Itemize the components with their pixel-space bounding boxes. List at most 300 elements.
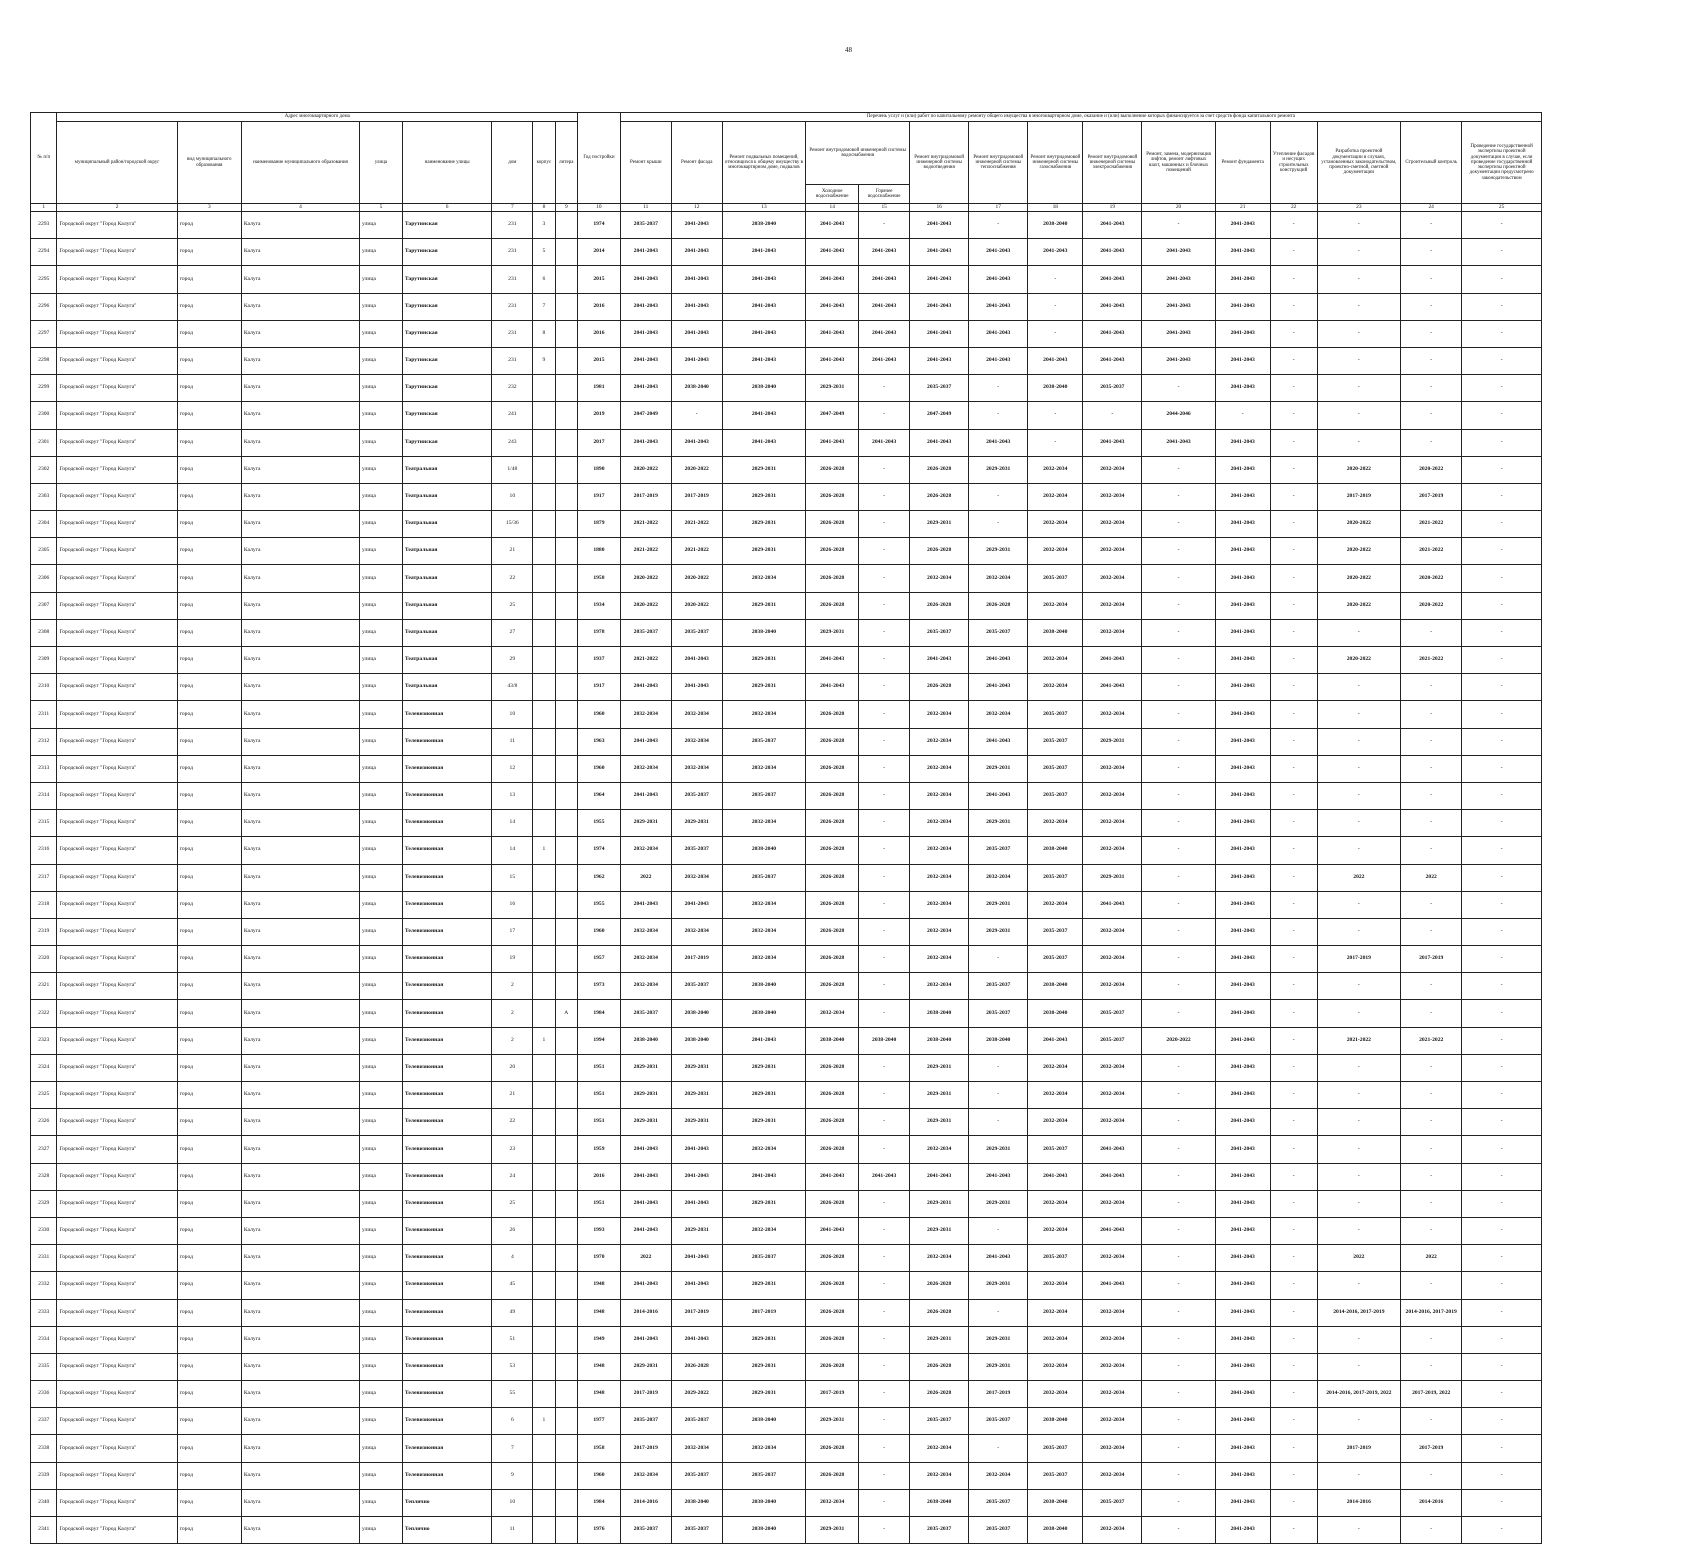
table-row [31, 592, 1542, 619]
hot-water-cell: - [859, 1435, 910, 1462]
korpus-cell [533, 891, 555, 918]
street-name-cell: Телевизионная [402, 1027, 492, 1054]
design-cell: - [1317, 1326, 1401, 1353]
expertise-cell: - [1462, 946, 1542, 973]
hot-water-cell: 2041-2043 [859, 266, 910, 293]
mun-type-cell: город [177, 1190, 241, 1217]
mun-name-cell: Калуга [241, 429, 359, 456]
hot-water-cell: - [859, 1489, 910, 1516]
street-name-cell: Театральная [402, 565, 492, 592]
street-name-cell: Телевизионная [402, 1299, 492, 1326]
control-cell: - [1401, 782, 1462, 809]
basement-cell: 2038-2040 [722, 1489, 806, 1516]
gas-cell: 2035-2037 [1028, 1435, 1083, 1462]
street-name-cell: Тарутинская [402, 347, 492, 374]
elevator-cell: - [1142, 946, 1215, 973]
electric-cell: 2032-2034 [1083, 592, 1142, 619]
column-number: 25 [1462, 204, 1542, 212]
elevator-cell: - [1142, 456, 1215, 483]
electric-cell: 2032-2034 [1083, 619, 1142, 646]
basement-cell: 2041-2043 [722, 266, 806, 293]
row-number-cell: 2300 [31, 402, 57, 429]
mun-type-cell: город [177, 782, 241, 809]
insulation-cell: - [1270, 592, 1317, 619]
street-name-cell: Телевизионная [402, 1408, 492, 1435]
year-built-cell: 1951 [578, 1054, 621, 1081]
gas-cell: 2038-2040 [1028, 1517, 1083, 1544]
table-row [31, 674, 1542, 701]
row-number-cell: 2333 [31, 1299, 57, 1326]
column-number: 2 [57, 204, 177, 212]
year-built-cell: 1951 [578, 1190, 621, 1217]
control-cell: - [1401, 1190, 1462, 1217]
gas-cell: 2035-2037 [1028, 701, 1083, 728]
year-built-cell: 2014 [578, 239, 621, 266]
litera-cell [555, 347, 577, 374]
mun-type-cell: город [177, 674, 241, 701]
control-cell: - [1401, 293, 1462, 320]
hot-water-cell: - [859, 592, 910, 619]
electric-cell: 2041-2043 [1083, 1163, 1142, 1190]
mun-type-cell: город [177, 1027, 241, 1054]
table-row [31, 946, 1542, 973]
street-name-cell: Телевизионная [402, 973, 492, 1000]
basement-cell: 2035-2037 [722, 728, 806, 755]
table-row [31, 918, 1542, 945]
row-number-cell: 2308 [31, 619, 57, 646]
cold-water-cell: 2041-2043 [806, 647, 859, 674]
electric-cell: 2032-2034 [1083, 1054, 1142, 1081]
table-row [31, 1163, 1542, 1190]
district-cell: Городской округ "Город Калуга" [57, 212, 177, 239]
mun-name-cell: Калуга [241, 1299, 359, 1326]
roof-cell: 2041-2043 [620, 239, 671, 266]
insulation-cell: - [1270, 511, 1317, 538]
foundation-cell: 2041-2043 [1215, 293, 1270, 320]
column-number: 15 [859, 204, 910, 212]
facade-cell: 2041-2043 [671, 1163, 722, 1190]
hot-water-cell: - [859, 837, 910, 864]
street-type-cell: улица [360, 1136, 403, 1163]
mun-name-cell: Калуга [241, 1381, 359, 1408]
mun-name-cell: Калуга [241, 538, 359, 565]
roof-cell: 2041-2043 [620, 429, 671, 456]
gas-cell: 2032-2034 [1028, 1299, 1083, 1326]
table-row [31, 402, 1542, 429]
litera-cell [555, 1245, 577, 1272]
elevator-cell: - [1142, 565, 1215, 592]
heat-cell: - [969, 511, 1028, 538]
roof-cell: 2035-2037 [620, 1408, 671, 1435]
insulation-cell: - [1270, 1326, 1317, 1353]
design-cell: - [1317, 293, 1401, 320]
year-built-cell: 1955 [578, 891, 621, 918]
control-cell: 2022 [1401, 864, 1462, 891]
basement-cell: 2035-2037 [722, 864, 806, 891]
design-cell: 2021-2022 [1317, 1027, 1401, 1054]
litera-cell [555, 320, 577, 347]
cold-water-cell: 2041-2043 [806, 674, 859, 701]
heat-cell: - [969, 1109, 1028, 1136]
column-number: 9 [555, 204, 577, 212]
house-cell: 231 [492, 212, 533, 239]
table-row [31, 1082, 1542, 1109]
street-type-cell: улица [360, 375, 403, 402]
facade-cell: 2017-2019 [671, 483, 722, 510]
house-cell: 23 [492, 1136, 533, 1163]
foundation-cell: 2041-2043 [1215, 239, 1270, 266]
basement-cell: 2035-2037 [722, 1462, 806, 1489]
column-number: 8 [533, 204, 555, 212]
sewer-cell: 2029-2031 [910, 511, 969, 538]
table-body [31, 212, 1542, 1544]
design-cell: 2014-2016, 2017-2019, 2022 [1317, 1381, 1401, 1408]
row-number-cell: 2307 [31, 592, 57, 619]
insulation-cell: - [1270, 728, 1317, 755]
street-name-cell: Театральная [402, 592, 492, 619]
header-hot-water: Горячее водоснабжение [859, 185, 910, 204]
mun-type-cell: город [177, 347, 241, 374]
design-cell: 2017-2019 [1317, 946, 1401, 973]
mun-name-cell: Калуга [241, 1326, 359, 1353]
table-row [31, 1353, 1542, 1380]
roof-cell: 2035-2037 [620, 1517, 671, 1544]
house-cell: 53 [492, 1353, 533, 1380]
mun-name-cell: Калуга [241, 320, 359, 347]
street-type-cell: улица [360, 891, 403, 918]
roof-cell: 2041-2043 [620, 266, 671, 293]
header-korpus: корпус [533, 122, 555, 204]
house-cell: 7 [492, 1435, 533, 1462]
hot-water-cell: 2041-2043 [859, 347, 910, 374]
elevator-cell: - [1142, 1109, 1215, 1136]
header-litera: литера [555, 122, 577, 204]
facade-cell: 2020-2022 [671, 565, 722, 592]
mun-name-cell: Калуга [241, 918, 359, 945]
korpus-cell [533, 511, 555, 538]
facade-cell: 2041-2043 [671, 429, 722, 456]
basement-cell: 2041-2043 [722, 347, 806, 374]
heat-cell: - [969, 1054, 1028, 1081]
electric-cell: 2041-2043 [1083, 212, 1142, 239]
heat-cell: 2026-2028 [969, 592, 1028, 619]
hot-water-cell: 2041-2043 [859, 239, 910, 266]
table-row [31, 619, 1542, 646]
sewer-cell: 2041-2043 [910, 347, 969, 374]
gas-cell: 2032-2034 [1028, 511, 1083, 538]
year-built-cell: 1957 [578, 946, 621, 973]
row-number-cell: 2340 [31, 1489, 57, 1516]
street-type-cell: улица [360, 1326, 403, 1353]
district-cell: Городской округ "Город Калуга" [57, 483, 177, 510]
row-number-cell: 2314 [31, 782, 57, 809]
table-row [31, 483, 1542, 510]
control-cell: - [1401, 674, 1462, 701]
facade-cell: 2041-2043 [671, 647, 722, 674]
street-type-cell: улица [360, 1217, 403, 1244]
facade-cell: 2041-2043 [671, 1190, 722, 1217]
insulation-cell: - [1270, 1299, 1317, 1326]
foundation-cell: 2041-2043 [1215, 782, 1270, 809]
control-cell: 2017-2019, 2022 [1401, 1381, 1462, 1408]
facade-cell: 2029-2031 [671, 1109, 722, 1136]
street-name-cell: Телевизионная [402, 918, 492, 945]
house-cell: 21 [492, 538, 533, 565]
district-cell: Городской округ "Город Калуга" [57, 1190, 177, 1217]
design-cell: - [1317, 1190, 1401, 1217]
district-cell: Городской округ "Город Калуга" [57, 592, 177, 619]
gas-cell: 2032-2034 [1028, 483, 1083, 510]
korpus-cell [533, 592, 555, 619]
gas-cell: - [1028, 266, 1083, 293]
insulation-cell: - [1270, 1462, 1317, 1489]
korpus-cell [533, 946, 555, 973]
house-cell: 1/48 [492, 456, 533, 483]
heat-cell: 2035-2037 [969, 1517, 1028, 1544]
house-cell: 231 [492, 347, 533, 374]
design-cell: - [1317, 1054, 1401, 1081]
cold-water-cell: 2041-2043 [806, 1163, 859, 1190]
cold-water-cell: 2026-2028 [806, 864, 859, 891]
basement-cell: 2041-2043 [722, 1027, 806, 1054]
district-cell: Городской округ "Город Калуга" [57, 1000, 177, 1027]
heat-cell: 2035-2037 [969, 619, 1028, 646]
heat-cell: - [969, 946, 1028, 973]
row-number-cell: 2304 [31, 511, 57, 538]
roof-cell: 2035-2037 [620, 212, 671, 239]
basement-cell: 2041-2043 [722, 402, 806, 429]
gas-cell: 2035-2037 [1028, 1462, 1083, 1489]
electric-cell: - [1083, 402, 1142, 429]
gas-cell: 2038-2040 [1028, 973, 1083, 1000]
electric-cell: 2041-2043 [1083, 1217, 1142, 1244]
mun-type-cell: город [177, 212, 241, 239]
mun-type-cell: город [177, 1082, 241, 1109]
year-built-cell: 1974 [578, 837, 621, 864]
control-cell: - [1401, 1517, 1462, 1544]
street-type-cell: улица [360, 1054, 403, 1081]
roof-cell: 2029-2031 [620, 1353, 671, 1380]
roof-cell: 2041-2043 [620, 891, 671, 918]
foundation-cell: 2041-2043 [1215, 755, 1270, 782]
roof-cell: 2041-2043 [620, 1190, 671, 1217]
cold-water-cell: 2041-2043 [806, 320, 859, 347]
elevator-cell: - [1142, 1163, 1215, 1190]
foundation-cell: 2041-2043 [1215, 1435, 1270, 1462]
design-cell: - [1317, 320, 1401, 347]
litera-cell [555, 864, 577, 891]
gas-cell: 2035-2037 [1028, 1245, 1083, 1272]
table-row [31, 1136, 1542, 1163]
sewer-cell: 2041-2043 [910, 647, 969, 674]
street-name-cell: Тарутинская [402, 293, 492, 320]
elevator-cell: - [1142, 1136, 1215, 1163]
mun-type-cell: город [177, 701, 241, 728]
year-built-cell: 1960 [578, 701, 621, 728]
house-cell: 14 [492, 810, 533, 837]
row-number-cell: 2315 [31, 810, 57, 837]
row-number-cell: 2334 [31, 1326, 57, 1353]
facade-cell: 2020-2022 [671, 456, 722, 483]
litera-cell [555, 918, 577, 945]
basement-cell: 2041-2043 [722, 320, 806, 347]
gas-cell: - [1028, 320, 1083, 347]
house-cell: 15/36 [492, 511, 533, 538]
mun-name-cell: Калуга [241, 1435, 359, 1462]
header-district: муниципальный район/городской округ [57, 122, 177, 204]
row-number-cell: 2309 [31, 647, 57, 674]
design-cell: - [1317, 918, 1401, 945]
foundation-cell: 2041-2043 [1215, 1082, 1270, 1109]
row-number-cell: 2305 [31, 538, 57, 565]
row-number-cell: 2327 [31, 1136, 57, 1163]
gas-cell: 2032-2034 [1028, 538, 1083, 565]
row-number-cell: 2322 [31, 1000, 57, 1027]
facade-cell: 2035-2037 [671, 973, 722, 1000]
street-type-cell: улица [360, 1109, 403, 1136]
row-number-cell: 2301 [31, 429, 57, 456]
elevator-cell: - [1142, 1000, 1215, 1027]
heat-cell: 2035-2037 [969, 1408, 1028, 1435]
elevator-cell: - [1142, 538, 1215, 565]
heat-cell: - [969, 212, 1028, 239]
roof-cell: 2041-2043 [620, 782, 671, 809]
year-built-cell: 1958 [578, 565, 621, 592]
hot-water-cell: 2041-2043 [859, 320, 910, 347]
sewer-cell: 2032-2034 [910, 565, 969, 592]
design-cell: 2022 [1317, 1245, 1401, 1272]
basement-cell: 2029-2031 [722, 456, 806, 483]
gas-cell: 2041-2043 [1028, 239, 1083, 266]
district-cell: Городской округ "Город Калуга" [57, 1136, 177, 1163]
hot-water-cell: - [859, 1054, 910, 1081]
column-number: 6 [402, 204, 492, 212]
foundation-cell: 2041-2043 [1215, 1517, 1270, 1544]
table-row [31, 511, 1542, 538]
year-built-cell: 1890 [578, 456, 621, 483]
insulation-cell: - [1270, 701, 1317, 728]
elevator-cell: - [1142, 1190, 1215, 1217]
year-built-cell: 1994 [578, 1027, 621, 1054]
mun-name-cell: Калуга [241, 810, 359, 837]
basement-cell: 2032-2034 [722, 755, 806, 782]
korpus-cell [533, 701, 555, 728]
insulation-cell: - [1270, 1163, 1317, 1190]
year-built-cell: 1970 [578, 1245, 621, 1272]
sewer-cell: 2038-2040 [910, 1027, 969, 1054]
insulation-cell: - [1270, 810, 1317, 837]
insulation-cell: - [1270, 320, 1317, 347]
litera-cell [555, 1489, 577, 1516]
elevator-cell: 2041-2043 [1142, 293, 1215, 320]
street-name-cell: Телевизионная [402, 1381, 492, 1408]
cold-water-cell: 2026-2028 [806, 701, 859, 728]
street-type-cell: улица [360, 483, 403, 510]
gas-cell: 2032-2034 [1028, 1082, 1083, 1109]
basement-cell: 2032-2034 [722, 701, 806, 728]
design-cell: - [1317, 1136, 1401, 1163]
heat-cell: 2041-2043 [969, 728, 1028, 755]
korpus-cell [533, 1272, 555, 1299]
facade-cell: 2041-2043 [671, 674, 722, 701]
row-number-cell: 2326 [31, 1109, 57, 1136]
hot-water-cell: - [859, 1109, 910, 1136]
mun-type-cell: город [177, 429, 241, 456]
elevator-cell: - [1142, 728, 1215, 755]
hot-water-cell: - [859, 864, 910, 891]
cold-water-cell: 2041-2043 [806, 239, 859, 266]
district-cell: Городской округ "Город Калуга" [57, 1353, 177, 1380]
elevator-cell: - [1142, 1489, 1215, 1516]
expertise-cell: - [1462, 1190, 1542, 1217]
control-cell: 2014-2016, 2017-2019 [1401, 1299, 1462, 1326]
korpus-cell [533, 565, 555, 592]
district-cell: Городской округ "Город Калуга" [57, 918, 177, 945]
cold-water-cell: 2026-2028 [806, 1462, 859, 1489]
insulation-cell: - [1270, 918, 1317, 945]
basement-cell: 2032-2034 [722, 1136, 806, 1163]
roof-cell: 2032-2034 [620, 973, 671, 1000]
design-cell: - [1317, 728, 1401, 755]
district-cell: Городской округ "Город Калуга" [57, 946, 177, 973]
sewer-cell: 2038-2040 [910, 1000, 969, 1027]
column-number: 22 [1270, 204, 1317, 212]
heat-cell: 2029-2031 [969, 456, 1028, 483]
expertise-cell: - [1462, 1517, 1542, 1544]
expertise-cell: - [1462, 1272, 1542, 1299]
street-name-cell: Телевизионная [402, 1163, 492, 1190]
facade-cell: 2041-2043 [671, 1272, 722, 1299]
gas-cell: 2032-2034 [1028, 1190, 1083, 1217]
house-cell: 231 [492, 239, 533, 266]
table-row [31, 212, 1542, 239]
expertise-cell: - [1462, 918, 1542, 945]
insulation-cell: - [1270, 1054, 1317, 1081]
house-cell: 10 [492, 1489, 533, 1516]
insulation-cell: - [1270, 538, 1317, 565]
mun-name-cell: Калуга [241, 647, 359, 674]
facade-cell: 2041-2043 [671, 1245, 722, 1272]
street-type-cell: улица [360, 1517, 403, 1544]
mun-name-cell: Калуга [241, 266, 359, 293]
sewer-cell: 2032-2034 [910, 782, 969, 809]
basement-cell: 2032-2034 [722, 810, 806, 837]
basement-cell: 2038-2040 [722, 212, 806, 239]
mun-type-cell: город [177, 1435, 241, 1462]
foundation-cell: 2041-2043 [1215, 1489, 1270, 1516]
elevator-cell: - [1142, 891, 1215, 918]
insulation-cell: - [1270, 429, 1317, 456]
row-number-cell: 2293 [31, 212, 57, 239]
street-name-cell: Тарутинская [402, 320, 492, 347]
street-type-cell: улица [360, 973, 403, 1000]
cold-water-cell: 2026-2028 [806, 918, 859, 945]
cold-water-cell: 2026-2028 [806, 1054, 859, 1081]
control-cell: - [1401, 1109, 1462, 1136]
street-type-cell: улица [360, 728, 403, 755]
mun-type-cell: город [177, 728, 241, 755]
control-cell: 2021-2022 [1401, 1027, 1462, 1054]
year-built-cell: 1951 [578, 1082, 621, 1109]
gas-cell: 2038-2040 [1028, 1489, 1083, 1516]
foundation-cell: 2041-2043 [1215, 647, 1270, 674]
heat-cell: 2035-2037 [969, 1489, 1028, 1516]
expertise-cell: - [1462, 1462, 1542, 1489]
foundation-cell: 2041-2043 [1215, 212, 1270, 239]
cold-water-cell: 2026-2028 [806, 1082, 859, 1109]
heat-cell: 2041-2043 [969, 1245, 1028, 1272]
cold-water-cell: 2026-2028 [806, 837, 859, 864]
